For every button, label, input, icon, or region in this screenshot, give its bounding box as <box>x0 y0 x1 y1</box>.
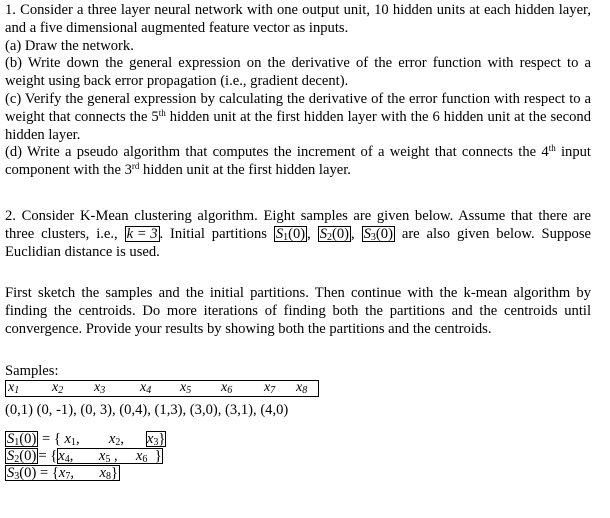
partition-s2: $S_2(0) = \{x_4$, $x_5$ , $x_6$ } <box>7 447 162 465</box>
partition-s2-ref: $S_2(0)$ <box>319 225 350 243</box>
question-2 <box>5 208 591 482</box>
q1-part-d <box>5 144 591 180</box>
q2-p1-text-c: are also given below. Suppose Euclidian distance is used. <box>5 225 592 260</box>
q1-intro: 1. Consider a three layer neural network with one output unit, 10 hidden units at each hidden layer, and a five dimensional augmented feature vector as inputs. <box>5 2 591 36</box>
partition-s2-box: $x_4$, $x_5$ , $x_6$ } <box>58 447 162 465</box>
q1-d-sup-2: rd <box>131 161 140 172</box>
sample-name-7: $x_7$ <box>264 379 276 396</box>
q1-d-text-1: (d) Write a pseudo algorithm that computes the increment of a weight that connects the 4 <box>5 144 549 161</box>
k-equation: k = 3 <box>126 225 158 242</box>
partition-s1-ref: $S_1(0)$ <box>275 225 306 243</box>
partition-s1: $S_1(0)$ = { $x_1$, $x_2$, $x_3$} <box>7 430 166 448</box>
question-1 <box>5 2 591 180</box>
q1-part-a: (a) Draw the network. <box>5 37 134 54</box>
q1-d-text-2: input component with the 3 <box>5 144 591 179</box>
sample-name-1: $x_1$ <box>8 379 20 396</box>
q2-p1-text-a: 2. Consider K-Mean clustering algorithm. Eight samples are given below. Assume that there are three clusters, i.e., <box>5 207 591 242</box>
partition-s1-label: $S_1(0)$ <box>7 430 37 448</box>
q2-paragraph-1: 2. Consider K-Mean clustering algorithm. Eight samples are given below. Assume that there are three clusters, i.e., k = 3 . Initial partitions $S_1(0)$ , $S_2(0)$ , $S_3(0)$ are also given below. Suppose Euclidian distance is used. <box>5 207 592 260</box>
q1-c-sup: th <box>158 107 166 118</box>
sample-name-8: $x_8$ <box>296 379 308 396</box>
q1-c-text-1: (c) Verify the general expression by calculating the derivative of the error function with respect to a weight that connects the 5 <box>5 90 591 125</box>
q1-part-c <box>5 91 591 144</box>
sample-name-3: $x_3$ <box>94 379 106 396</box>
q1-part-b: (b) Write down the general expression on the derivative of the error function with respect to a weight using back error propagation (i.e., gradient decent). <box>5 55 591 90</box>
sample-names-row <box>5 380 319 397</box>
partition-s3-ref: $S_3(0)$ <box>363 225 393 243</box>
sample-name-4: $x_4$ <box>140 379 152 396</box>
q1-d-sup-1: th <box>548 143 556 154</box>
sample-values: (0,1) (0, -1), (0, 3), (0,4), (1,3), (3,0), (3,1), (4,0) <box>5 401 289 418</box>
samples-label: Samples: <box>5 362 59 379</box>
sample-name-6: $x_6$ <box>221 379 233 396</box>
partition-s3-label: $S_3(0) = \{x_7$, $x_8$} <box>7 464 119 482</box>
sample-name-2: $x_2$ <box>52 379 64 396</box>
q2-p1-text-b: . Initial partitions <box>159 225 274 242</box>
q1-c-text-2: hidden unit at the first hidden layer with the 6 hidden unit at the second hidden layer. <box>5 108 591 143</box>
partition-s1-end: $x_3$} <box>146 430 166 448</box>
sample-name-5: $x_5$ <box>180 379 192 396</box>
q1-d-text-3: hidden unit at the first hidden layer. <box>139 162 351 179</box>
partition-s3 <box>5 465 591 482</box>
partition-s2-label: $S_2(0)$ <box>7 447 37 465</box>
document-page <box>5 2 591 482</box>
q2-paragraph-2: First sketch the samples and the initial partitions. Then continue with the k-mean algorithm by finding the centroids. Do more iterations of finding both the partitions and the centroids until convergence. Provide your results by showing both the partitions and the centroids. <box>5 285 591 337</box>
